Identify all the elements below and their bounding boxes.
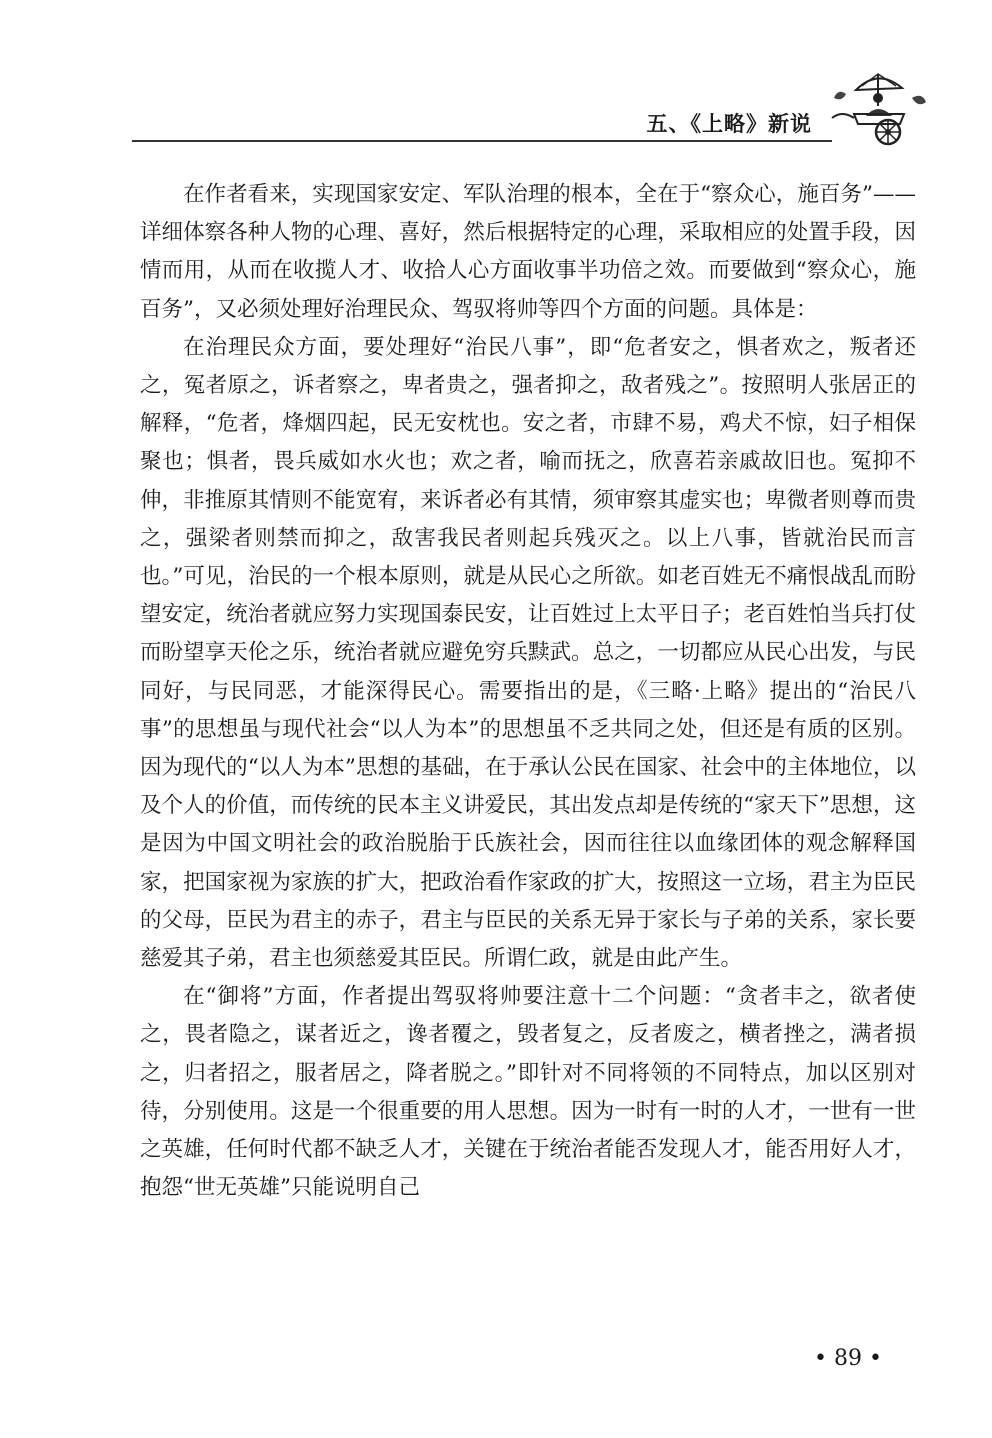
paragraph-1: 在作者看来，实现国家安定、军队治理的根本，全在于“察众心，施百务”——详细体察各种人物的心理、喜好，然后根据特定的心理，采取相应的处置手段，因情而用，从而在收揽人才、收拾人心方面收事半功倍之效。而要做到“察众心，施百务”，又必须处理好治理民众、驾驭将帅等四个方面的问题。具体是： [140, 182, 916, 322]
page-number: • 89 • [814, 1346, 882, 1371]
chapter-title: 五、《上略》新说 [646, 112, 812, 136]
header-rule [132, 140, 832, 142]
body-text [140, 176, 916, 1207]
chariot-emblem-icon [826, 68, 936, 148]
paragraph-3: 在“御将”方面，作者提出驾驭将帅要注意十二个问题：“贪者丰之，欲者使之，畏者隐之，谋者近之，谗者覆之，毁者复之，反者废之，横者挫之，满者损之，归者招之，服者居之，降者脱之。”即针对不同将领的不同特点，加以区别对待，分别使用。这是一个很重要的用人思想。因为一时有一时的人才，一世有一世之英雄，任何时代都不缺乏人才，关键在于统治者能否发现人才，能否用好人才，抱怨“世无英雄”只能说明自己 [140, 984, 916, 1201]
running-header [132, 96, 942, 144]
paragraph-2: 在治理民众方面，要处理好“治民八事”，即“危者安之，惧者欢之，叛者还之，冤者原之，诉者察之，卑者贵之，强者抑之，敌者残之”。按照明人张居正的解释，“危者，烽烟四起，民无安枕也。安之者，市肆不易，鸡犬不惊，妇子相保聚也；惧者，畏兵威如水火也；欢之者，喻而抚之，欣喜若亲戚故旧也。冤抑不伸，非推原其情则不能宽宥，来诉者必有其情，须审察其虚实也；卑微者则尊而贵之，强梁者则禁而抑之，敌害我民者则起兵残灭之。以上八事，皆就治民而言也。”可见，治民的一个根本原则，就是从民心之所欲。如老百姓无不痛恨战乱而盼望安定，统治者就应努力实现国泰民安，让百姓过上太平日子；老百姓怕当兵打仗而盼望享天伦之乐，统治者就应避免穷兵黩武。总之，一切都应从民心出发，与民同好，与民同恶，才能深得民心。需要指出的是，《三略·上略》提出的“治民八事”的思想虽与现代社会“以人为本”的思想虽不乏共同之处，但还是有质的区别。因为现代的“以人为本”思想的基础，在于承认公民在国家、社会中的主体地位，以及个人的价值，而传统的民本主义讲爱民，其出发点却是传统的“家天下”思想，这是因为中国文明社会的政治脱胎于氏族社会，因而往往以血缘团体的观念解释国家，把国家视为家族的扩大，把政治看作家政的扩大，按照这一立场，君主为臣民的父母，臣民为君主的赤子，君主与臣民的关系无异于家长与子弟的关系，家长要慈爱其子弟，君主也须慈爱其臣民。所谓仁政，就是由此产生。 [140, 334, 916, 972]
